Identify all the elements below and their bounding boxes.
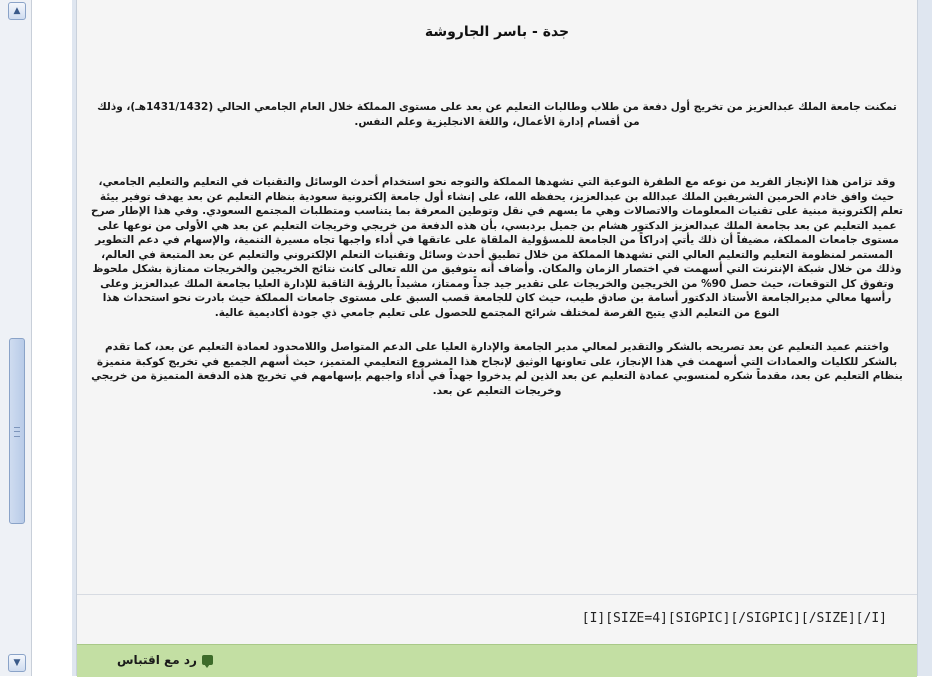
scroll-up-button[interactable]: ▲ (8, 2, 26, 20)
post-body (91, 100, 903, 418)
quote-reply-label: رد مع اقتباس (117, 653, 197, 667)
signature-text: [I][SIZE=4][SIGPIC][/SIGPIC][/SIZE][/I] (581, 611, 887, 626)
vertical-scrollbar[interactable] (0, 0, 32, 676)
post-container (76, 0, 918, 676)
post-paragraph: واختتم عميد التعليم عن بعد تصريحه بالشكر والتقدير لمعالي مدير الجامعة والإدارة العليا على الدعم المتواصل واللامحدود لعمادة التعليم عن بعد، كما تقدم بالشكر للكليات والعمادات التي أسهمت في هذا الإنجاز، على تعاونها الوثيق لإنجاح هذا المشروع التعليمي المتميز، حيث أسهم الجميع في تخريج كوكبة متميزة بنظام التعليم عن بعد، مقدماً شكره لمنسوبي عمادة التعليم عن بعد الذين لم يدخروا جهداً في أداء واجبهم بإسهامهم في تخريج هذه الدفعة المتميزة من خريجي وخريجات التعليم عن بعد. (91, 341, 903, 397)
post-footer-bar (77, 644, 917, 677)
scroll-grip-icon (14, 427, 20, 437)
quote-reply-button[interactable] (117, 653, 213, 667)
post-paragraph: تمكنت جامعة الملك عبدالعزيز من تخريج أول دفعة من طلاب وطالبات التعليم عن بعد على مستوى المملكة خلال العام الجامعي الحالي (1431/1432هـ)، وذلك من أقسام إدارة الأعمال، واللغة الانجليزية وعلم النفس. (97, 101, 897, 128)
post-paragraph: وقد تزامن هذا الإنجاز الفريد من نوعه مع الطفرة النوعية التي تشهدها المملكة والتوجه نحو استخدام أحدث الوسائل والتقنيات في التعليم والتعليم الجامعي، حيث وافق خادم الحرمين الشريفين الملك عبدالله بن عبدالعزيز، يحفظه الله، على إنشاء أول جامعة إلكترونية سعودية بنظام التعليم عن بعد يهدف توفير بيئة تعلم إلكترونية مبنية على تقنيات المعلومات والاتصالات وهي ما يسهم في نقل وتوطين المعرفة بما يتناسب ومتطلبات المجتمع السعودي. وفي هذا الإطار صرح عميد التعليم عن بعد بجامعة الملك عبدالعزيز الدكتور هشام بن جميل بردبسي، بأن هذه الدفعة من خريجي وخريجات التعليم عن بعد هي الأولى من نوعها على مستوى جامعات المملكة، مضيفاً أن ذلك يأتي إدراكاً من الجامعة للمسؤولية الملقاة على عاتقها في أداء واجبها تجاه مسيرة التنمية، والإسهام في دعم التطوير المستمر لمنظومة التعليم والتعليم العالي التي تشهدها المملكة من خلال تطبيق أحدث وسائل وتقنيات التعلم الإلكتروني والتعليم عن بعد المتبعة في العالم، وذلك من خلال شبكة الإنترنت التي أسهمت في اختصار الزمان والمكان. وأضاف أنه بتوفيق من الله تعالى كانت نتائج الخريجين والخريجات ممتازة بشكل ملحوظ وتفوق كل التوقعات، حيث حصل 90% من الخريجين والخريجات على تقدير جيد جداً وممتاز، مشيداً بالرؤية الثاقبة للإدارة العليا بجامعة الملك عبدالعزيز وعلى رأسها معالي مديرالجامعة الأستاذ الدكتور أسامة بن صادق طيب، حيث كان للجامعة قصب السبق على مستوى جامعات المملكة حيث بادرت نحو استحداث هذا النوع من التعليم الذي يتيح الفرصة لمختلف شرائح المجتمع للحصول على تعليم جامعي ذي جودة أكاديمية عالية. (90, 176, 903, 319)
speech-bubble-icon (202, 655, 213, 665)
scroll-down-button[interactable]: ▼ (8, 654, 26, 672)
signature-area (77, 594, 917, 645)
page-gutter (32, 0, 72, 676)
post-title: جدة - باسر الجاروشة (424, 24, 570, 40)
scroll-thumb[interactable] (9, 338, 25, 524)
post-frame (72, 0, 932, 676)
